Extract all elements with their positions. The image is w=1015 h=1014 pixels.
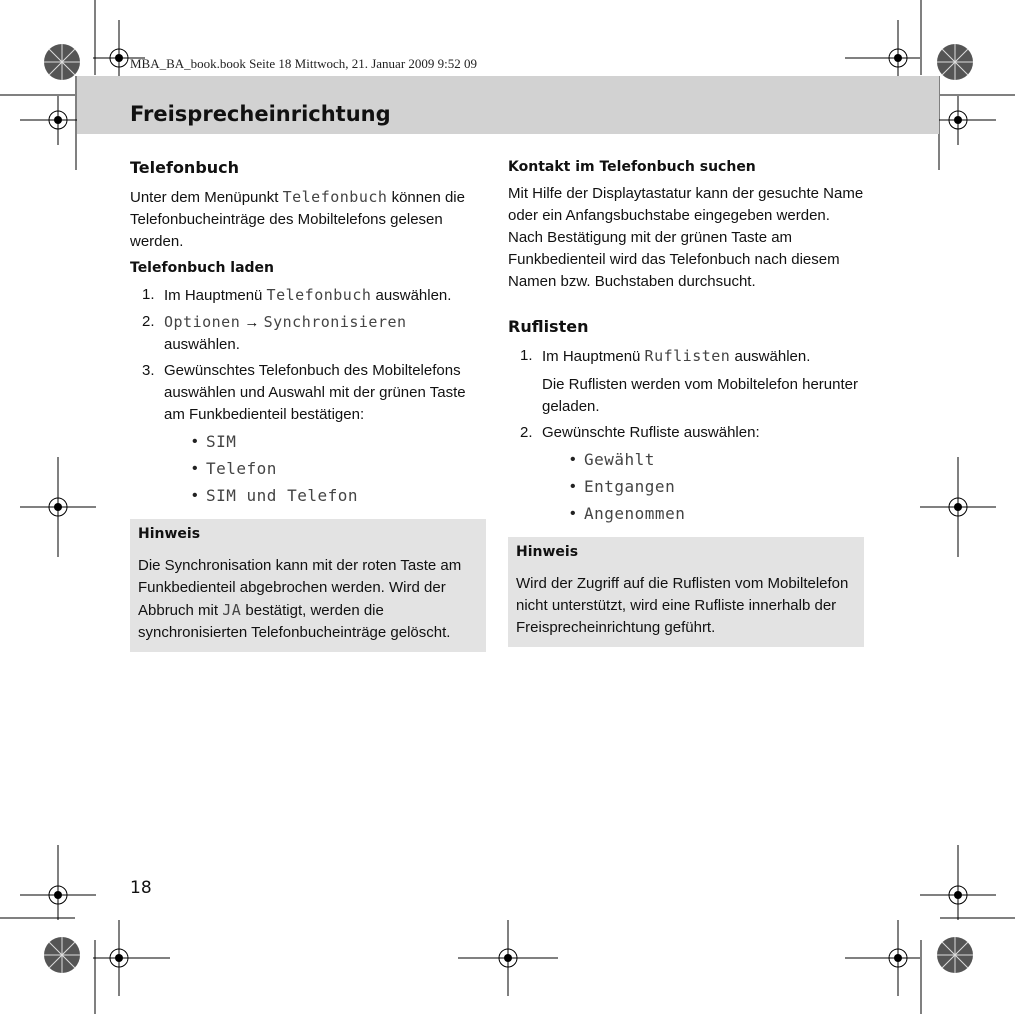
note-title: Hinweis [138, 526, 201, 542]
subsection-title: Telefonbuch laden [130, 260, 275, 276]
option-item: • SIM und Telefon [164, 482, 486, 509]
arrow-icon: → [244, 314, 260, 331]
step-detail: Die Ruflisten werden vom Mobiltelefon herunter geladen. [542, 376, 858, 415]
menu-term: Telefonbuch [266, 286, 372, 304]
section-title-telefonbuch: Telefonbuch [130, 158, 240, 177]
note-text: Wird der Zugriff auf die Ruflisten vom Mobiltelefon nicht unterstützt, wird eine Rufliste innerhalb der Freisprecheinrichtung geführt. [516, 575, 849, 636]
subsection-title: Kontakt im Telefonbuch suchen [508, 159, 756, 175]
print-metadata: MBA_BA_book.book Seite 18 Mittwoch, 21. Januar 2009 9:52 09 [130, 56, 478, 71]
steps-list [508, 345, 864, 527]
list-item: 1. Im Hauptmenü Telefonbuch auswählen. [142, 286, 452, 304]
bullet-icon: • [192, 487, 198, 504]
bullet-icon: • [570, 478, 576, 495]
option-item: • Gewählt [542, 446, 864, 473]
bullet-icon: • [570, 451, 576, 468]
option-list [542, 446, 864, 527]
bullet-icon: • [192, 433, 198, 450]
note-box [508, 537, 864, 647]
option-list [164, 428, 486, 509]
option-item: • Telefon [164, 455, 486, 482]
menu-term: Optionen [164, 313, 241, 331]
menu-term: Telefonbuch [282, 188, 388, 206]
note-title: Hinweis [516, 544, 579, 560]
page-title: Freisprecheinrichtung [130, 102, 391, 126]
bullet-icon: • [192, 460, 198, 477]
bullet-icon: • [570, 505, 576, 522]
option-item: • SIM [164, 428, 486, 455]
list-item: 1. Im Hauptmenü Ruflisten auswählen. Die Ruflisten werden vom Mobiltelefon herunter geladen. [508, 345, 864, 418]
note-box [130, 519, 486, 652]
section-title-ruflisten: Ruflisten [508, 317, 589, 336]
page-number: 18 [130, 878, 152, 898]
menu-term: Synchronisieren [263, 313, 407, 331]
steps-list [130, 284, 486, 509]
search-paragraph: Mit Hilfe der Displaytastatur kann der gesuchte Name oder ein Anfangsbuchstabe eingegeben werden. Nach Bestätigung mit der grünen Taste am Funkbedienteil wird das Telefonbuch nach diesem Namen bzw. Buchstaben durchsucht. [508, 185, 864, 290]
list-item: 2. Optionen → Synchronisieren auswählen. [142, 313, 407, 353]
intro-paragraph: Unter dem Menüpunkt Telefonbuch können die Telefonbucheinträge des Mobiltelefons gelesen werden. [130, 188, 465, 250]
option-item: • Angenommen [542, 500, 864, 527]
menu-term: JA [222, 601, 242, 619]
list-item: 2. Gewünschte Rufliste auswählen: • Gewählt • Entgangen • Angenommen [508, 422, 864, 527]
note-text: Die Synchronisation kann mit der roten Taste am Funkbedienteil abgebrochen werden. Wird der Abbruch mit JA bestätigt, werden die synchronisierten Telefonbucheinträge gelöscht. [138, 557, 462, 641]
right-column [508, 156, 864, 647]
left-column [130, 156, 486, 652]
menu-term: Ruflisten [644, 347, 731, 365]
list-item: 3. Gewünschtes Telefonbuch des Mobiltelefons auswählen und Auswahl mit der grünen Taste am Funkbedienteil bestätigen: • SIM • Telefon • SIM und Telefon [130, 360, 486, 509]
option-item: • Entgangen [542, 473, 864, 500]
